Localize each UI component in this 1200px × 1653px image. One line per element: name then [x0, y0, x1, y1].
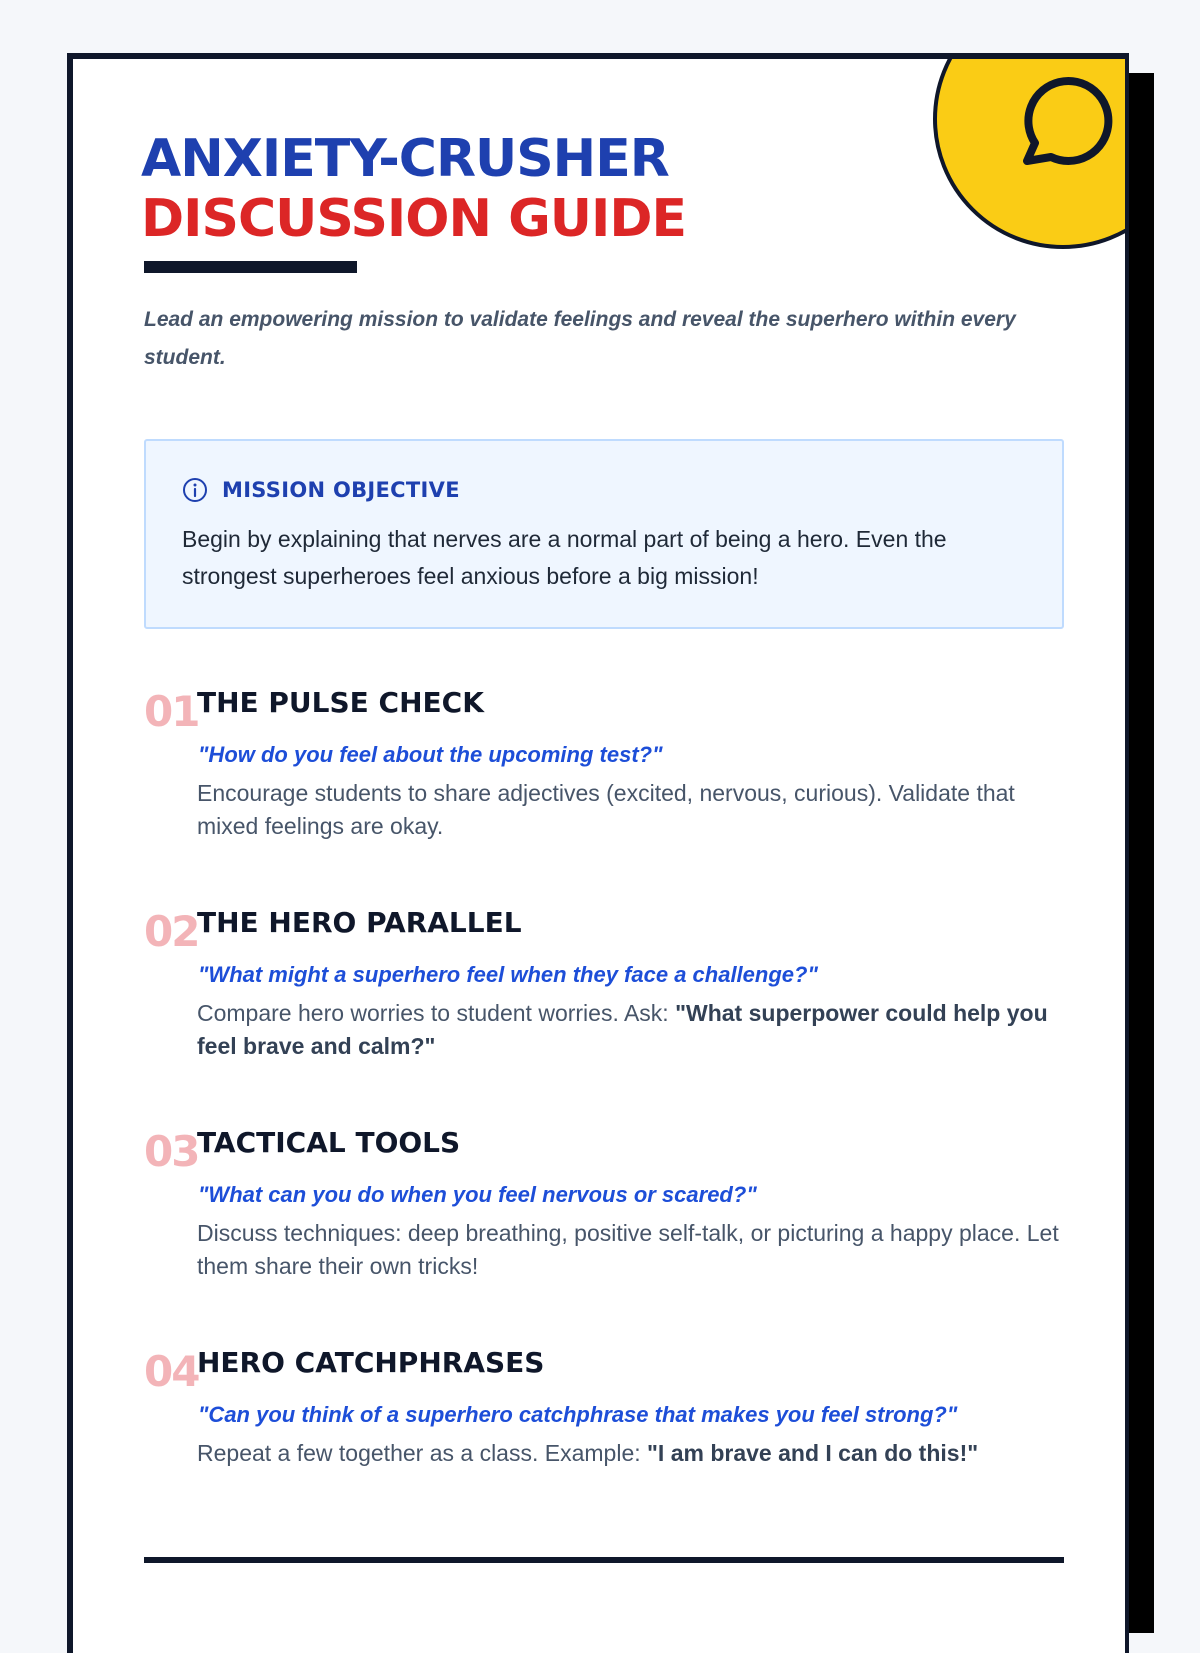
footer-divider [144, 1557, 1064, 1563]
step-body-text: Compare hero worries to student worries. Ask: [197, 1000, 676, 1026]
step-question: "What might a superhero feel when they face a challenge?" [198, 962, 818, 987]
page-title [141, 129, 686, 249]
title-line-2: DISCUSSION GUIDE [141, 189, 687, 249]
step-question: "How do you feel about the upcoming test?" [198, 742, 663, 767]
title-underline [144, 261, 357, 273]
speech-badge [933, 53, 1129, 249]
page-shadow [1129, 73, 1154, 1633]
step-title: THE HERO PARALLEL [197, 906, 522, 939]
title-line-1: ANXIETY-CRUSHER [141, 129, 669, 189]
step-body-emphasis: "I am brave and I can do this!" [647, 1440, 979, 1466]
step-number: 01 [144, 687, 199, 736]
step-number: 04 [144, 1347, 199, 1396]
step-number: 03 [144, 1127, 199, 1176]
step-number: 02 [144, 907, 199, 956]
step-title: TACTICAL TOOLS [197, 1126, 461, 1159]
step-title: THE PULSE CHECK [197, 686, 484, 719]
objective-title: MISSION OBJECTIVE [222, 478, 460, 502]
speech-bubble-icon [1005, 73, 1115, 183]
step-title: HERO CATCHPHRASES [197, 1346, 545, 1379]
step-body [197, 997, 1067, 1063]
objective-text: Begin by explaining that nerves are a normal part of being a hero. Even the strongest superheroes feel anxious before a big mission! [182, 526, 947, 589]
guide-page [67, 53, 1129, 1653]
step-body-text: Repeat a few together as a class. Example: [197, 1440, 648, 1466]
step-body [197, 1437, 1067, 1470]
step-question: "Can you think of a superhero catchphrase that makes you feel strong?" [198, 1402, 958, 1427]
step-body-emphasis: "What superpower could help you feel brave and calm?" [197, 1000, 1048, 1059]
step-body-text: Encourage students to share adjectives (excited, nervous, curious). Validate that mixed feelings are okay. [197, 780, 1015, 839]
objective-header [182, 477, 460, 503]
step-body [197, 777, 1067, 843]
step-body-text: Discuss techniques: deep breathing, positive self-talk, or picturing a happy place. Let them share their own tricks! [197, 1220, 1059, 1279]
step-question: "What can you do when you feel nervous or scared?" [198, 1182, 757, 1207]
info-icon [182, 477, 208, 503]
subtitle: Lead an empowering mission to validate feelings and reveal the superhero within every student. [144, 308, 1016, 369]
step-body [197, 1217, 1067, 1283]
mission-objective-box [144, 439, 1064, 629]
